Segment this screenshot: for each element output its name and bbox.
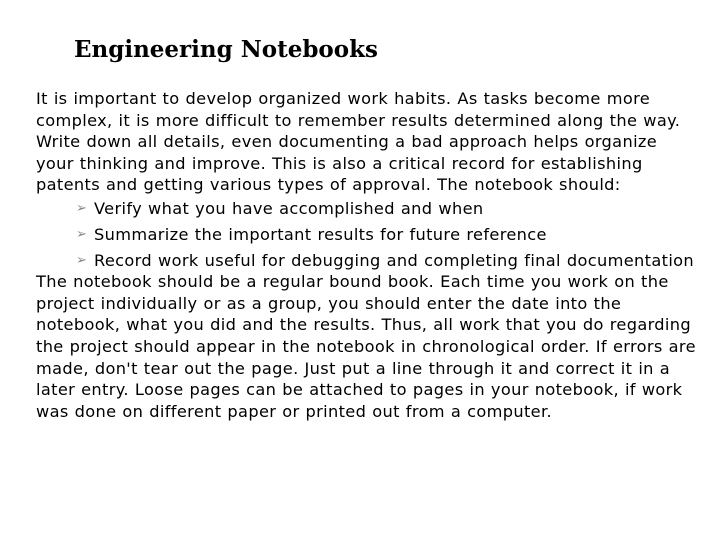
bullet-item: [36, 250, 698, 272]
arrow-bullet-icon: ➢: [76, 200, 88, 216]
intro-paragraph: It is important to develop organized work habits. As tasks become more complex, it is more difficult to remember results determined along the way. Write down all details, even documenting a bad approach helps organize your thinking and improve. This is also a critical record for establishing patents and getting various types of approval. The notebook should:: [36, 89, 681, 195]
slide-body: [36, 88, 698, 422]
arrow-bullet-icon: ➢: [76, 252, 88, 268]
slide-title: Engineering Notebooks: [74, 36, 378, 63]
bullet-item: [36, 222, 698, 248]
bullet-item: [36, 196, 698, 222]
bullet-text: Verify what you have accomplished and when: [94, 198, 484, 218]
closing-paragraph: The notebook should be a regular bound book. Each time you work on the project individually or as a group, you should enter the date into the notebook, what you did and the results. Thus, all work that you do regarding the project should appear in the notebook in chronological order. If errors are made, don't tear out the page. Just put a line through it and correct it in a later entry. Loose pages can be attached to pages in your notebook, if work was done on different paper or printed out from a computer.: [36, 272, 696, 421]
bullet-text: Summarize the important results for future reference: [94, 224, 547, 244]
bullet-list: [36, 196, 698, 271]
arrow-bullet-icon: ➢: [76, 226, 88, 242]
bullet-text: Record work useful for debugging and completing final documentation: [94, 250, 695, 270]
